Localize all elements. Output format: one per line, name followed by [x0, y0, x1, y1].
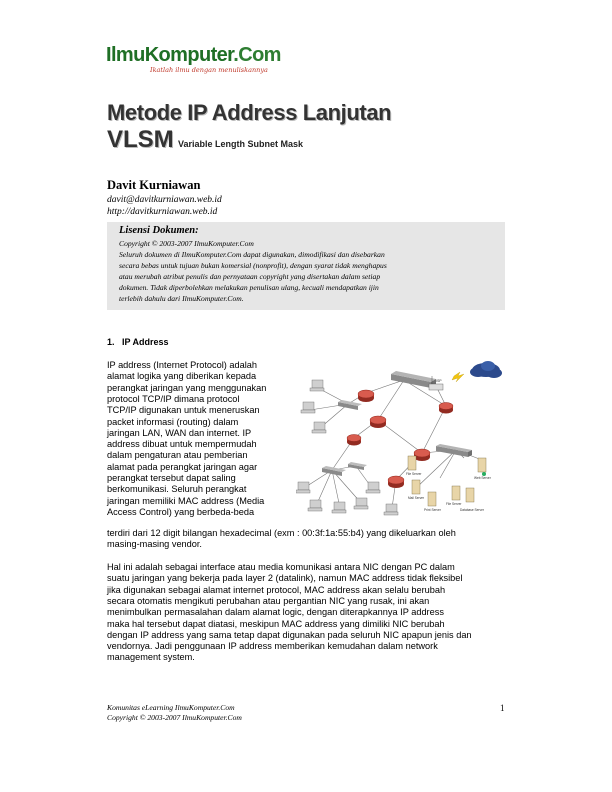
desktop-computer-icon [310, 380, 324, 391]
text-line: vendornya. Jadi penggunaan IP address memberikan kemudahan dalam network [107, 641, 438, 652]
text-line: terdiri dari 12 digit bilangan hexadecimal (exm : 00:3f:1a:55:b4) yang dikeluarkan oleh [107, 528, 456, 538]
file-server-icon [452, 486, 460, 500]
web-server-icon [478, 458, 486, 476]
router-icon [347, 435, 361, 446]
logo-extension: .Com [233, 44, 281, 66]
footer-copyright: Copyright © 2003-2007 IlmuKomputer.Com [107, 713, 242, 722]
desktop-computer-icon [354, 498, 368, 509]
text-line: jaringan memiliki MAC address (Media [107, 495, 265, 506]
text-line: Hal ini adalah sebagai interface atau media komunikasi antara NIC dengan PC dalam [107, 562, 455, 572]
text-line: perangkat jaringan yang menggunakan [107, 382, 267, 393]
document-subtitle: Variable Length Subnet Mask [178, 139, 304, 149]
text-line: jika digunakan sebagai alamat internet protocol, MAC address akan selalu berubah [107, 584, 446, 595]
database-server-icon [466, 488, 474, 502]
desktop-computer-icon [366, 482, 380, 493]
text-line: secara otomatis mengikuti perubahan atau pergantian NIC yang rusak, ini akan [107, 595, 430, 606]
text-line: dengan IP address yang sama tetap dapat digunakan pada seluruh NIC apapun jenis dan [107, 629, 472, 640]
hub-icon [348, 462, 367, 470]
document-title: Metode IP Address Lanjutan [107, 100, 392, 125]
print-server-icon [428, 492, 436, 506]
logo-wordmark [106, 44, 306, 67]
server-label: File Server [406, 472, 422, 476]
logo-tagline: Ikatlah ilmu dengan menuliskannya [150, 66, 268, 74]
section-title: IP Address [122, 337, 169, 347]
footer-community: Komunitas eLearning IlmuKomputer.Com [107, 703, 235, 712]
router-icon [388, 476, 404, 488]
internet-cloud-icon [470, 361, 502, 378]
server-switch-icon [436, 444, 472, 457]
text-line: Access Control) yang berbeda-beda [107, 506, 255, 517]
mail-server-icon [412, 480, 420, 494]
desktop-computer-icon [301, 402, 315, 413]
text-line: address dibuat untuk mempermudah [107, 439, 257, 450]
author-email: davit@davitkurniawan.web.id [107, 195, 222, 205]
network-diagram [296, 358, 510, 524]
document-acronym: VLSM [107, 126, 174, 153]
desktop-computer-icon [308, 500, 322, 511]
text-line: perangkat tersebut dapat saling [107, 473, 236, 483]
server-label: Print Server [424, 508, 441, 512]
section-heading [107, 337, 169, 347]
page-number: 1 [500, 703, 505, 713]
text-line: IP address (Internet Protocol) adalah [107, 360, 257, 370]
license-line: atau merubah atribut penulis dan pernyataan copyright yang disertakan dalam setiap [119, 272, 381, 281]
router-icon [414, 449, 430, 461]
text-line: berkomunikasi. Seluruh perangkat [107, 484, 247, 495]
text-line: maka hal tersebut dapat diatasi, meskipun MAC address yang dimiliki NIC berubah [107, 618, 445, 629]
text-line: menimbulkan permasalahan dalam alamat logic, dengan diterapkannya IP address [107, 607, 444, 618]
server-label: Mail Server [408, 496, 425, 500]
text-line: alamat pada perangkat jaringan agar [107, 461, 258, 472]
license-title: Lisensi Dokumen: [119, 225, 199, 236]
text-line: dalam pengaturan atau pemberian [107, 450, 248, 461]
isp-label: ISP [436, 379, 442, 383]
server-label: Web Server [474, 476, 491, 480]
text-line: alamat logika yang diberikan kepada [107, 371, 257, 382]
server-label: Database Server [460, 508, 484, 512]
router-icon [358, 390, 374, 402]
license-line: Copyright © 2003-2007 IlmuKomputer.Com [119, 239, 254, 248]
text-line: protocol TCP/IP dimana protocol [107, 393, 240, 404]
desktop-computer-icon [384, 504, 398, 515]
router-icon [439, 403, 453, 414]
logo-text: IlmuKomputer [106, 44, 234, 66]
text-line: jaringan LAN, WAN dan internet. IP [107, 427, 252, 438]
server-label: File Server [446, 502, 462, 506]
desktop-computer-icon [312, 422, 326, 433]
text-line: TCP/IP digunakan untuk meneruskan [107, 405, 260, 416]
text-line: masing-masing vendor. [107, 539, 202, 550]
lightning-icon [452, 372, 464, 382]
desktop-computer-icon [332, 502, 346, 513]
router-icon [370, 416, 386, 428]
file-server-icon [408, 456, 416, 470]
desktop-computer-icon [296, 482, 310, 493]
license-line: terlebih dahulu dari IlmuKomputer.Com. [119, 294, 244, 303]
author-website: http://davitkurniawan.web.id [107, 207, 218, 217]
author-name: Davit Kurniawan [107, 178, 201, 192]
hub-icon [338, 400, 362, 410]
license-line: secara bebas untuk tujuan bukan komersial (nonprofit), dengan syarat tidak menghapus [119, 261, 387, 270]
section-number: 1. [107, 337, 115, 347]
text-line: packet informasi (routing) dalam [107, 416, 239, 427]
site-logo [106, 44, 306, 80]
license-line: dokumen. Tidak diperbolehkan melakukan penulisan ulang, kecuali mendapatkan ijin [119, 283, 379, 292]
text-line: management system. [107, 652, 195, 663]
license-box [107, 222, 505, 310]
text-line: suatu jaringan yang bekerja pada layer 2 (datalink), namun MAC address tidak fleksibel [107, 573, 463, 584]
license-line: Seluruh dokumen di IlmuKomputer.Com dapat digunakan, dimodifikasi dan disebarkan [119, 250, 385, 259]
